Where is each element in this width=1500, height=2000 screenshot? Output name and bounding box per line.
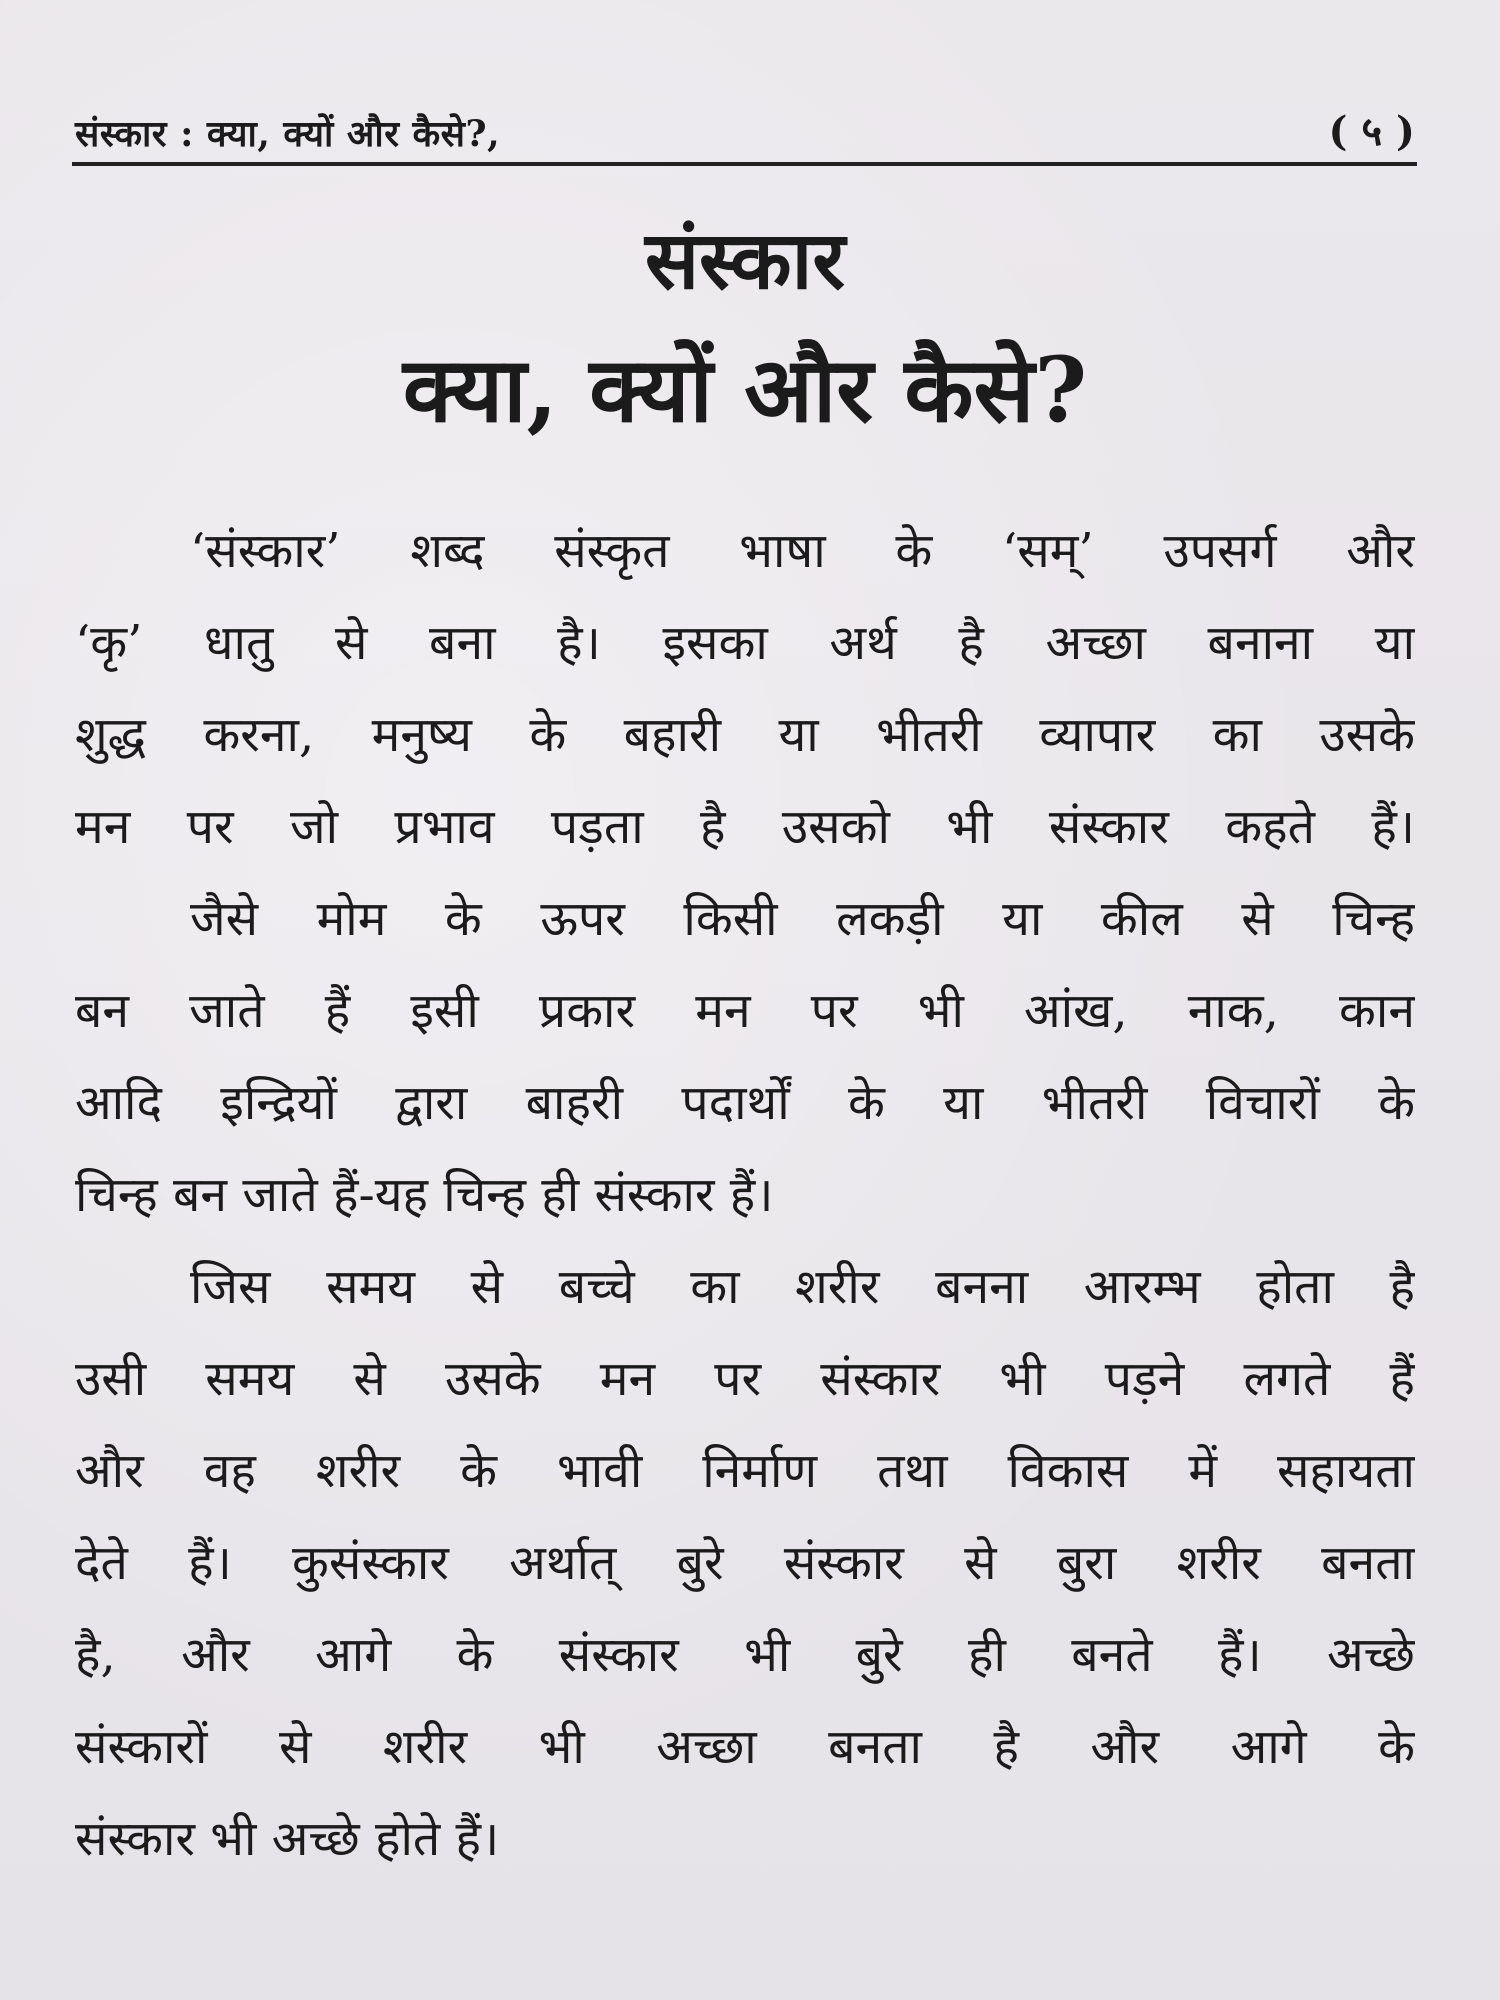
paragraph-1 bbox=[75, 505, 1415, 873]
body-text bbox=[75, 505, 1415, 1885]
paragraph-line: आदि इन्द्रियों द्वारा बाहरी पदार्थों के या भीतरी विचारों के bbox=[75, 1075, 1415, 1131]
running-title: संस्कार : क्या, क्यों और कैसे?, bbox=[75, 113, 501, 155]
page-number: ( ५ ) bbox=[1328, 108, 1415, 155]
paragraph-line: ‘कृ’ धातु से बना है। इसका अर्थ है अच्छा बनाना या bbox=[75, 615, 1415, 671]
chapter-title-line-1: संस्कार bbox=[644, 213, 846, 307]
paragraph-line: ‘संस्कार’ शब्द संस्कृत भाषा के ‘सम्’ उपसर्ग और bbox=[190, 523, 1415, 579]
paragraph-line: संस्कार भी अच्छे होते हैं। bbox=[75, 1811, 500, 1867]
paragraph-line: और वह शरीर के भावी निर्माण तथा विकास में सहायता bbox=[75, 1443, 1415, 1499]
paragraph-line: देते हैं। कुसंस्कार अर्थात् बुरे संस्कार से बुरा शरीर बनता bbox=[75, 1535, 1415, 1591]
paragraph-line: जैसे मोम के ऊपर किसी लकड़ी या कील से चिन्ह bbox=[190, 891, 1415, 947]
paragraph-line: संस्कारों से शरीर भी अच्छा बनता है और आगे के bbox=[75, 1719, 1415, 1775]
paragraph-line: शुद्ध करना, मनुष्य के बहारी या भीतरी व्यापार का उसके bbox=[75, 707, 1415, 763]
paragraph-line: चिन्ह बन जाते हैं-यह चिन्ह ही संस्कार हैं। bbox=[75, 1167, 774, 1223]
paragraph-line: बन जाते हैं इसी प्रकार मन पर भी आंख, नाक, कान bbox=[75, 983, 1415, 1039]
running-header bbox=[75, 100, 1415, 160]
paragraph-2 bbox=[75, 873, 1415, 1241]
paragraph-line: उसी समय से उसके मन पर संस्कार भी पड़ने लगते हैं bbox=[75, 1351, 1415, 1407]
chapter-title-line-2: क्या, क्यों और कैसे? bbox=[402, 337, 1088, 443]
paragraph-line: है, और आगे के संस्कार भी बुरे ही बनते हैं। अच्छे bbox=[75, 1627, 1415, 1683]
paragraph-3 bbox=[75, 1241, 1415, 1885]
paragraph-line: मन पर जो प्रभाव पड़ता है उसको भी संस्कार कहते हैं। bbox=[75, 799, 1415, 855]
header-divider bbox=[72, 162, 1417, 166]
chapter-title bbox=[75, 205, 1415, 455]
paragraph-line: जिस समय से बच्चे का शरीर बनना आरम्भ होता है bbox=[190, 1259, 1415, 1315]
